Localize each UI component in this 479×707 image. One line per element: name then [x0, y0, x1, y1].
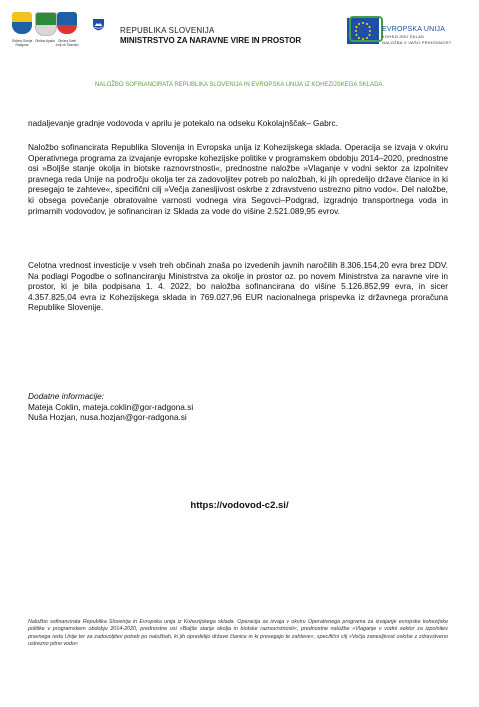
eu-logo-text [382, 26, 451, 45]
crest-gornja-radgona-icon [12, 12, 32, 34]
eu-fund: KOHEZIJSKI SKLAD [382, 34, 425, 39]
lead-paragraph: nadaljevanje gradnje vodovoda v aprilu je potekalo na odseku Kokolajnščak– Gabrc. [28, 118, 338, 128]
contacts-section [28, 391, 448, 423]
eu-slogan: NALOŽBA V VAŠO PRIHODNOST [382, 40, 452, 45]
project-website-link[interactable]: https://vodovod-c2.si/ [190, 500, 289, 511]
crest-caption: Občina Apače [35, 39, 55, 43]
crest-apace-icon [35, 12, 57, 36]
crest-caption: Občina Sveti Jurij ob Ščavnici [55, 39, 79, 47]
footer-note: Naložbo sofinancirata Republika Slovenija in Evropska unija iz Kohezijskega sklada. Operacija se izvaja v okviru Operativnega programa za izvajanje evropske kohezijske politike v programskem obdobju 2014-2020, prednostne osi »Boljše stanje okolja in biotske raznovrstnosti«, prednostne naložbe »Vlaganje v vodni sektor za izpolnitev pravnega reda Unije ter za zadovoljitev potreb po naložbah, ki jih opredelijo države članice in ki presegajo te zahteve«, specifični cilj »Večja zanesljivost oskrbe z zdravstveno ustrezno pitno vodo« [28, 619, 448, 647]
slovenia-coat-of-arms-icon [92, 18, 105, 31]
ministry-name [120, 26, 301, 45]
body-paragraph-2: Celotna vrednost investicije v vseh treh občinah znaša po izvedenih javnih naročilih 8.306.154,20 evra brez DDV. Na podlagi Pogodbe o sofinanciranju Ministrstva za okolje in prostor oz. po novem Ministrstva za naravne vire in prostor, ki je bila podpisana 1. 4. 2022, bo naložba sofinancirana do višine 5.126.852,99 evra, in sicer 4.357.825,04 evra iz Kohezijskega sklada in 769.027,96 EUR nacionalnega prispevka iz državnega proračuna Republike Slovenije. [28, 260, 448, 313]
page-header [0, 12, 479, 58]
eu-logo-frame [349, 16, 383, 42]
crest-sveti-jurij-icon [57, 12, 77, 34]
contacts-heading: Dodatne informacije: [28, 391, 105, 401]
contact-person-1: Mateja Coklin, mateja.coklin@gor-radgona.si [28, 401, 194, 412]
cofinancing-subtitle: NALOŽBO SOFINANCIRATA REPUBLIKA SLOVENIJA IN EVROPSKA UNIJA IZ KOHEZIJSKEGA SKLADA. [94, 82, 385, 88]
crest-caption: Občina Gornja Radgona [11, 39, 33, 47]
contact-person-2: Nuša Hozjan, nusa.hozjan@gor-radgona.si [28, 412, 187, 423]
ministry-line-1: REPUBLIKA SLOVENIJA [120, 26, 215, 35]
body-paragraph-1: Naložbo sofinancirata Republika Slovenija in Evropska unija iz Kohezijskega sklada. Operacija se izvaja v okviru Operativnega programa za izvajanje evropske kohezijske politike v programskem obdobju 2014–2020, prednostne osi »Boljše stanje okolja in biotske raznovrstnosti«, prednostne naložbe »Vlaganje v vodni sektor za izpolnitev pravnega reda Unije na področju okolja ter za zadovoljitev potreb po naložbah, ki jih opredelijo države članice in ki presegajo te zahteve«, specifični cilj »Večja zanesljivost oskrbe z zdravstveno ustrezno pitno vodo«. Del naložbe, ki obsega povečanje obratovalne varnosti vodnega vira Segovci–Podgrad, izgradnjo transportnega voda in primarnih vodovodov, je sofinanciran iz Sklada za vode do višine 2.521.089,95 evrov. [28, 142, 448, 216]
eu-title: EVROPSKA UNIJA [382, 26, 446, 33]
ministry-line-2: MINISTRSTVO ZA NARAVNE VIRE IN PROSTOR [120, 36, 302, 45]
